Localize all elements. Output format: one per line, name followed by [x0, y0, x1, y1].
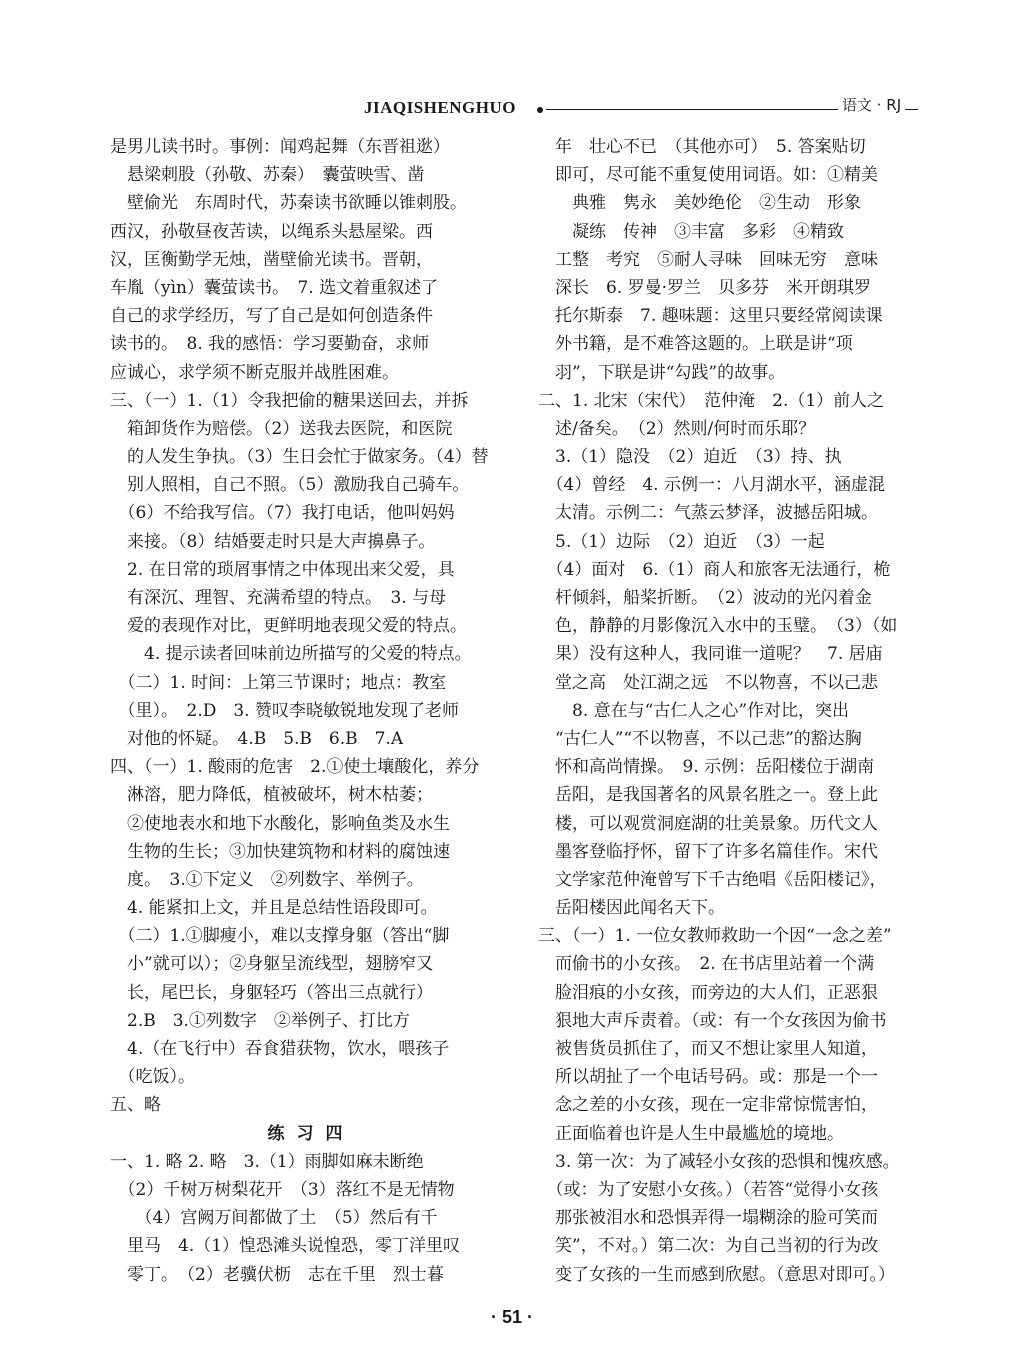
answer-line: 4. 提示读者回味前边所描写的父爱的特点。 [110, 644, 472, 665]
answer-line: 2. 在日常的琐屑事情之中体现出来父爱，具 [110, 559, 455, 580]
answer-line: 自己的求学经历，写了自己是如何创造条件 [110, 306, 433, 327]
answer-line: ②使地表水和地下水酸化，影响鱼类及水生 [110, 813, 450, 834]
answer-line: 壁偷光 东周时代，苏秦读书欲睡以锥刺股。 [110, 193, 467, 214]
page-header [0, 92, 1024, 122]
answer-line: 对他的怀疑。 4.B 5.B 6.B 7.A [110, 728, 404, 749]
answer-line: 正面临着也许是人生中最尴尬的境地。 [538, 1123, 844, 1144]
answer-line: 生物的生长；③加快建筑物和材料的腐蚀速 [110, 841, 450, 862]
answer-line: （二）1.①脚瘦小，难以支撑身躯（答出“脚 [110, 926, 450, 947]
answer-line: 楼，可以观赏洞庭湖的壮美景象。历代文人 [538, 813, 878, 834]
left-column [110, 133, 512, 1289]
answer-line: 二、1. 北宋（宋代） 范仲淹 2.（1）前人之 [538, 390, 885, 411]
answer-line: 淋溶，肥力降低，植被破坏，树木枯萎； [110, 785, 433, 806]
answer-line: 应诚心，求学须不断克服并战胜困难。 [110, 362, 399, 383]
answer-line: 汉，匡衡勤学无烛，凿壁偷光读书。晋朝， [110, 249, 433, 270]
header-subject: 语文 · RJ [838, 94, 905, 115]
answer-line: 5.（1）边际 （2）迫近 （3）一起 [538, 531, 825, 552]
answer-line: 外书籍，是不难答这题的。上联是讲“项 [538, 334, 853, 355]
answer-line: （吃饭）。 [110, 1067, 195, 1088]
answer-line: （二）1. 时间：上第三节课时；地点：教室 [110, 672, 447, 693]
answer-line: 8. 意在与“古仁人之心”作对比，突出 [538, 700, 850, 721]
answer-line: 来接。（8）结婚要走时只是大声擤鼻子。 [110, 531, 436, 552]
answer-line: （4）宫阙万间都做了土 （5）然后有千 [110, 1208, 438, 1229]
answer-line: 羽”，下联是讲“勾践”的故事。 [538, 362, 786, 383]
answer-line: 而偷书的小女孩。 2. 在书店里站着一个满 [538, 954, 875, 975]
answer-line: 的人发生争执。（3）生日会忙于做家务。（4）替 [110, 447, 489, 468]
answer-line: 典雅 隽永 美妙绝伦 ②生动 形象 [538, 193, 861, 214]
answer-line: 年 壮心不已 （其他亦可） 5. 答案贴切 [538, 137, 866, 157]
answer-line: 长，尾巴长，身躯轻巧（答出三点就行） [110, 982, 433, 1003]
answer-line: 练习四 [267, 1123, 355, 1144]
answer-line: 脸泪痕的小女孩，而旁边的大人们，正恶狠 [538, 982, 878, 1003]
answer-line: 三、（一）1. 一位女教师救助一个因“一念之差” [538, 926, 892, 947]
answer-line: 变了女孩的一生而感到欣慰。（意思对即可。） [538, 1264, 895, 1285]
answer-line: 怀和高尚情操。 9. 示例：岳阳楼位于湖南 [538, 757, 875, 778]
answer-line: 3.（1）隐没 （2）迫近 （3）持、执 [538, 447, 842, 468]
answer-line: 堂之高 处江湖之远 不以物喜，不以己悲 [538, 672, 878, 693]
answer-line: 度。 3.①下定义 ②列数字、举例子。 [110, 869, 424, 890]
header-bullet-icon [537, 107, 543, 113]
answer-line: 3. 第一次：为了减轻小女孩的恐惧和愧疚感。 [538, 1151, 900, 1172]
answer-line: 果）没有这种人，我同谁一道呢？ 7. 居庙 [538, 644, 883, 665]
answer-line: 别人照相，自己不照。（5）激励我自己骑车。 [110, 475, 470, 496]
answer-line: 那张被泪水和恐惧弄得一塌糊涂的脸可笑而 [538, 1208, 878, 1229]
answer-line: （或：为了安慰小女孩。）（若答“觉得小女孩 [538, 1179, 879, 1200]
answer-line: 四、（一）1. 酸雨的危害 2.①使土壤酸化，养分 [110, 757, 480, 778]
answer-line: 小”就可以）；②身躯呈流线型，翅膀窄又 [110, 954, 434, 975]
answer-line: 杆倾斜，船桨折断。 （2）波动的光闪着金 [538, 588, 872, 608]
answer-line: 所以胡扯了一个电话号码。或：那是一个一 [538, 1067, 878, 1088]
answer-line: 箱卸货作为赔偿。（2）送我去医院，和医院 [110, 418, 453, 439]
answer-line: 车胤（yìn）囊萤读书。 7. 选文着重叙述了 [110, 277, 439, 298]
answer-line: 里马 4.（1）惶恐滩头说惶恐，零丁洋里叹 [110, 1236, 461, 1257]
answer-line: 深长 6. 罗曼·罗兰 贝多芬 米开朗琪罗 [538, 277, 872, 298]
answer-line: 文学家范仲淹曾写下千古绝唱《岳阳楼记》， [538, 869, 887, 890]
answer-line: 三、（一）1.（1）令我把偷的糖果送回去，并拆 [110, 390, 469, 411]
answer-line: 色，静静的月影像沉入水中的玉璧。 （3）（如 [538, 616, 898, 637]
answer-line: 狠地大声斥责着。（或：有一个女孩因为偷书 [538, 1010, 887, 1031]
answer-line: （4）面对 6.（1）商人和旅客无法通行，桅 [538, 559, 891, 580]
answer-line: 工整 考究 ⑤耐人寻味 回味无穷 意味 [538, 249, 878, 270]
answer-line: 4. 能紧扣上文，并且是总结性语段即可。 [110, 898, 438, 919]
answer-line: 托尔斯泰 7. 趣味题：这里只要经常阅读课 [538, 306, 883, 327]
answer-line: 被售货员抓住了，而又不想让家里人知道， [538, 1039, 878, 1059]
answer-line: 4.（在飞行中）吞食猎获物，饮水，喂孩子 [110, 1039, 450, 1059]
answer-line: 太清。示例二：气蒸云梦泽，波撼岳阳城。 [538, 503, 878, 524]
answer-line: 岳阳，是我国著名的风景名胜之一。登上此 [538, 785, 878, 806]
header-brand: JIAQISHENGHUO [364, 98, 516, 117]
answer-line: 西汉，孙敬昼夜苦读，以绳系头悬屋梁。西 [110, 221, 433, 242]
answer-line: 五、略 [110, 1095, 161, 1116]
answer-line: （6）不给我写信。（7）我打电话，他叫妈妈 [110, 503, 455, 524]
answer-line: 笑”，不对。）第二次：为自己当初的行为改 [538, 1236, 879, 1257]
answer-line: 凝练 传神 ③丰富 多彩 ④精致 [538, 221, 844, 242]
answer-line: （里）。 2.D 3. 赞叹李晓敏锐地发现了老师 [110, 700, 459, 721]
answer-line: 爱的表现作对比，更鲜明地表现父爱的特点。 [110, 616, 467, 637]
answer-line: 是男儿读书时。事例：闻鸡起舞（东晋祖逖） [110, 137, 450, 157]
answer-line: 墨客登临抒怀，留下了许多名篇佳作。宋代 [538, 841, 878, 862]
answer-line: 述/备矣。 （2）然则/何时而乐耶？ [538, 418, 816, 439]
answer-line: 读书的。 8. 我的感悟：学习要勤奋，求师 [110, 334, 430, 355]
right-column [538, 133, 930, 1289]
answer-line: 念之差的小女孩，现在一定非常惊慌害怕， [538, 1095, 878, 1116]
answer-line: 岳阳楼因此闻名天下。 [538, 898, 725, 919]
answer-line: 2.B 3.①列数字 ②举例子、打比方 [110, 1010, 410, 1031]
answer-line: “古仁人”“不以物喜，不以己悲”的豁达胸 [538, 728, 862, 749]
answer-line: 悬梁刺股（孙敬、苏秦） 囊萤映雪、凿 [110, 165, 425, 186]
answer-line: （4）曾经 4. 示例一：八月湖水平，涵虚混 [538, 475, 885, 496]
answer-line: （2）千树万树梨花开 （3）落红不是无情物 [110, 1179, 455, 1200]
answer-line: 零丁。 （2）老骥伏枥 志在千里 烈士暮 [110, 1264, 444, 1285]
answer-line: 即可，尽可能不重复使用词语。如：①精美 [538, 165, 878, 186]
page-number: · 51 · [490, 1307, 533, 1327]
answer-line: 一、1. 略 2. 略 3.（1）雨脚如麻未断绝 [110, 1151, 424, 1172]
answer-line: 有深沉、理智、充满希望的特点。 3. 与母 [110, 588, 447, 608]
